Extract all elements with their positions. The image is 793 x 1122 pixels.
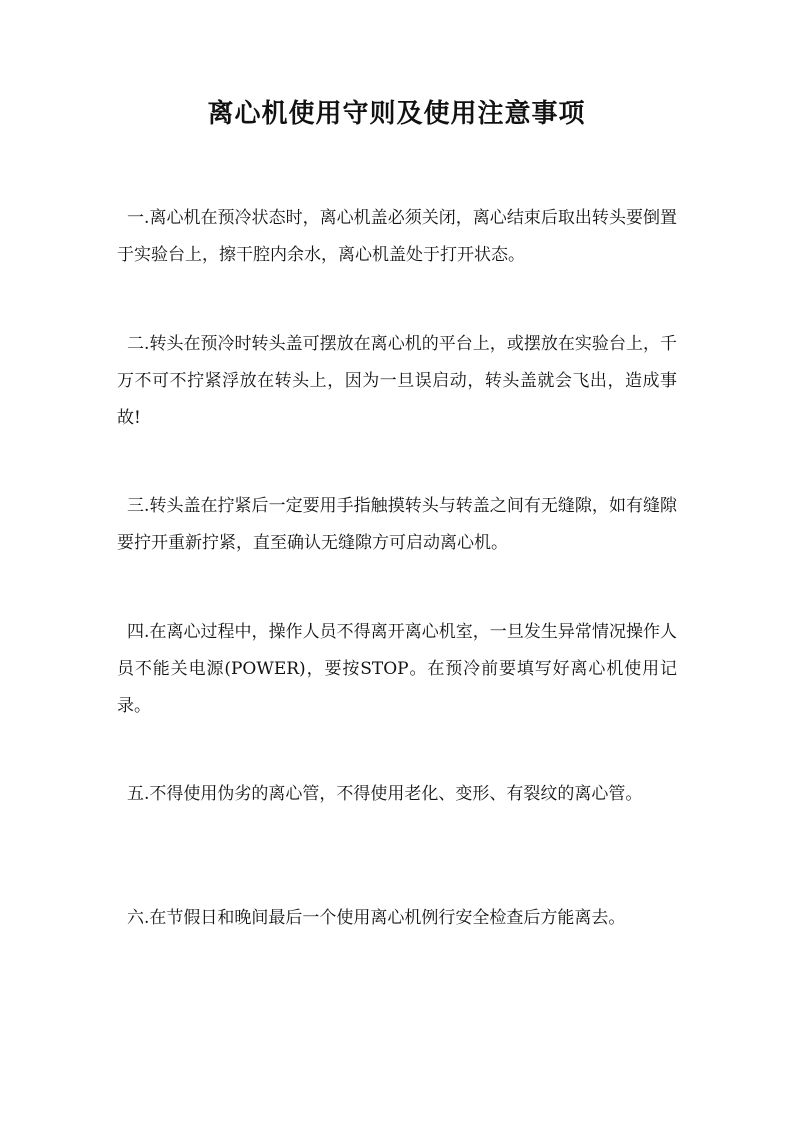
rule-paragraph-3: 三.转头盖在拧紧后一定要用手指触摸转头与转盖之间有无缝隙，如有缝隙要拧开重新拧紧，直至确认无缝隙方可启动离心机。 [117, 496, 677, 553]
rule-paragraph-2: 二.转头在预冷时转头盖可摆放在离心机的平台上，或摆放在实验台上，千万不可不拧紧浮放在转头上，因为一旦误启动，转头盖就会飞出，造成事故! [117, 334, 677, 428]
rule-paragraph-4: 四.在离心过程中，操作人员不得离开离心机室，一旦发生异常情况操作人员不能关电源(POWER)，要按STOP。在预冷前要填写好离心机使用记录。 [117, 622, 677, 716]
rule-paragraph-6: 六.在节假日和晚间最后一个使用离心机例行安全检查后方能离去。 [127, 908, 626, 928]
rule-paragraph-1: 一.离心机在预冷状态时，离心机盖必须关闭，离心结束后取出转头要倒置于实验台上，擦干腔内余水，离心机盖处于打开状态。 [117, 208, 677, 265]
rule-paragraph-5: 五.不得使用伪劣的离心管，不得使用老化、变形、有裂纹的离心管。 [127, 784, 643, 804]
page-title: 离心机使用守则及使用注意事项 [207, 99, 586, 129]
